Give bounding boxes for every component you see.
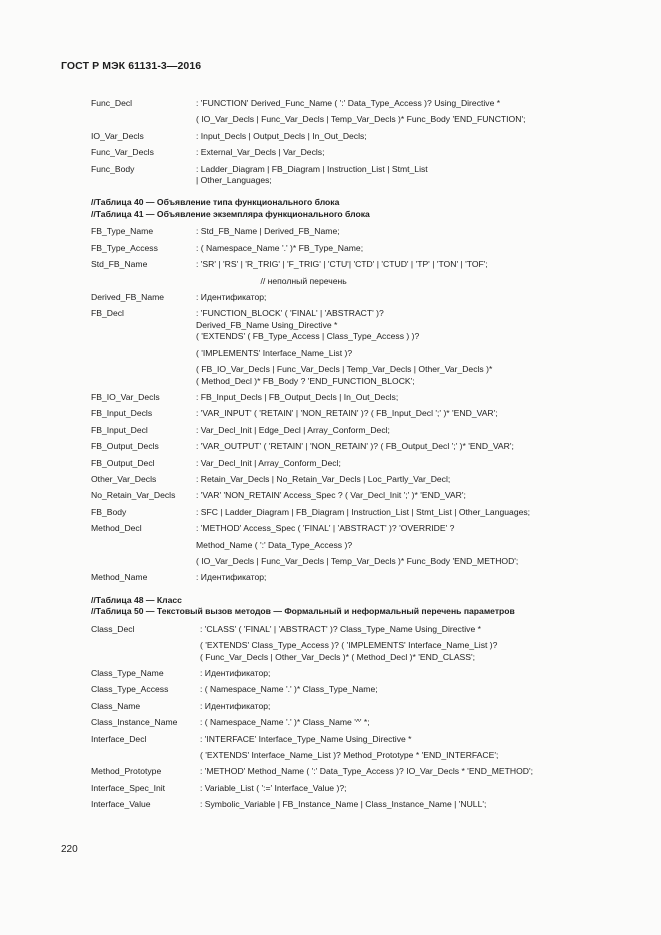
grammar-section [91, 595, 611, 811]
rule-name: Method_Prototype [91, 766, 162, 777]
grammar-rule [91, 164, 611, 187]
definition-line: : Идентификатор; [196, 572, 267, 583]
definition-line: ( 'IMPLEMENTS' Interface_Name_List )? [196, 347, 353, 358]
rule-name: IO_Var_Decls [91, 130, 144, 141]
rule-name: Derived_FB_Name [91, 292, 165, 303]
rule-name: FB_Type_Access [91, 242, 158, 253]
grammar-section [91, 197, 611, 583]
rule-definition [196, 131, 611, 142]
grammar-rule [91, 734, 611, 762]
rule-definition [196, 425, 611, 436]
definition-line: : ( Namespace_Name '.' )* Class_Name '^' *; [200, 717, 370, 728]
rule-definition [196, 523, 611, 567]
definition-line: : 'VAR_OUTPUT' ( 'RETAIN' | 'NON_RETAIN' )? ( FB_Output_Decl ';' )* 'END_VAR'; [196, 441, 514, 452]
table-reference: //Таблица 48 — Класс [91, 594, 182, 605]
grammar-section [91, 98, 611, 186]
definition-line: ( 'EXTENDS' Interface_Name_List )? Method_Prototype * 'END_INTERFACE'; [200, 750, 499, 761]
rule-name: Class_Name [91, 700, 141, 711]
grammar-rule [91, 624, 611, 663]
definition-line: : 'INTERFACE' Interface_Type_Name Using_Directive * [200, 733, 412, 744]
grammar-rule [91, 507, 611, 518]
rule-definition [200, 734, 611, 762]
rule-definition [196, 507, 611, 518]
rule-definition [196, 408, 611, 419]
rule-definition [196, 441, 611, 452]
rule-definition [200, 717, 611, 728]
grammar-content [91, 98, 611, 822]
definition-line: : ( Namespace_Name '.' )* Class_Type_Name; [200, 684, 378, 695]
rule-definition [200, 783, 611, 794]
grammar-rule [91, 783, 611, 794]
grammar-rule [91, 147, 611, 158]
rule-definition [196, 292, 611, 303]
definition-line: Method_Name ( ':' Data_Type_Access )? [196, 539, 353, 550]
definition-line: : 'FUNCTION_BLOCK' ( 'FINAL' | 'ABSTRACT' )? [196, 308, 384, 319]
rule-name: Interface_Spec_Init [91, 782, 166, 793]
grammar-rule [91, 717, 611, 728]
rule-name: FB_Decl [91, 308, 124, 319]
rule-definition [200, 668, 611, 679]
definition-line: : 'CLASS' ( 'FINAL' | 'ABSTRACT' )? Class_Type_Name Using_Directive * [200, 623, 481, 634]
rule-name: Func_Body [91, 163, 135, 174]
rule-definition [196, 147, 611, 158]
definition-line: ( 'EXTENDS' Class_Type_Access )? ( 'IMPLEMENTS' Interface_Name_List )? [200, 640, 498, 651]
rule-name: FB_Output_Decl [91, 457, 155, 468]
rule-name: Std_FB_Name [91, 259, 148, 270]
rule-name: FB_Body [91, 506, 127, 517]
rule-name: Method_Name [91, 572, 148, 583]
definition-line: // неполный перечень [196, 275, 347, 286]
rule-name: No_Retain_Var_Decls [91, 490, 176, 501]
grammar-rule [91, 259, 611, 287]
definition-line: ( FB_IO_Var_Decls | Func_Var_Decls | Temp_Var_Decls | Other_Var_Decls )* [196, 364, 493, 375]
rule-name: FB_Output_Decls [91, 441, 159, 452]
rule-definition [196, 259, 611, 287]
grammar-rule [91, 766, 611, 777]
definition-line: ( Method_Decl )* FB_Body ? 'END_FUNCTION_BLOCK'; [196, 375, 415, 386]
rule-definition [200, 684, 611, 695]
rule-name: FB_Input_Decls [91, 408, 153, 419]
rule-definition [196, 474, 611, 485]
definition-line: : Variable_List ( ':=' Interface_Value )?; [200, 782, 347, 793]
rule-definition [196, 98, 611, 126]
rule-name: Class_Type_Access [91, 684, 169, 695]
rule-definition [196, 243, 611, 254]
definition-line: : Input_Decls | Output_Decls | In_Out_Decls; [196, 130, 367, 141]
grammar-rule [91, 243, 611, 254]
grammar-rule [91, 474, 611, 485]
grammar-rule [91, 226, 611, 237]
rule-name: Class_Decl [91, 623, 135, 634]
rule-definition [196, 164, 611, 187]
definition-line: : 'METHOD' Method_Name ( ':' Data_Type_Access )? IO_Var_Decls * 'END_METHOD'; [200, 766, 534, 777]
definition-line: : Retain_Var_Decls | No_Retain_Var_Decls | Loc_Partly_Var_Decl; [196, 473, 451, 484]
definition-line: : Symbolic_Variable | FB_Instance_Name | Class_Instance_Name | 'NULL'; [200, 799, 487, 810]
grammar-rule [91, 441, 611, 452]
rule-name: Class_Instance_Name [91, 717, 178, 728]
definition-line: : External_Var_Decls | Var_Decls; [196, 147, 325, 158]
rule-name: Interface_Value [91, 799, 151, 810]
rule-name: Other_Var_Decls [91, 473, 157, 484]
page-number: 220 [61, 844, 78, 855]
rule-name: Func_Decl [91, 98, 133, 108]
rule-definition [196, 226, 611, 237]
rule-definition [196, 308, 611, 386]
definition-line: : 'METHOD' Access_Spec ( 'FINAL' | 'ABSTRACT' )? 'OVERRIDE' ? [196, 523, 455, 534]
grammar-rule [91, 131, 611, 142]
grammar-rule [91, 684, 611, 695]
section-header [91, 595, 611, 618]
definition-line: : 'FUNCTION' Derived_Func_Name ( ':' Data_Type_Access )? Using_Directive * [196, 98, 501, 108]
rule-definition [200, 624, 611, 663]
rule-name: FB_Input_Decl [91, 424, 148, 435]
grammar-rule [91, 408, 611, 419]
rule-name: Method_Decl [91, 523, 142, 534]
rule-definition [196, 490, 611, 501]
definition-line: ( 'EXTENDS' ( FB_Type_Access | Class_Type_Access ) )? [196, 331, 420, 342]
grammar-rule [91, 392, 611, 403]
rule-name: Class_Type_Name [91, 668, 164, 678]
grammar-rule [91, 458, 611, 469]
grammar-rule [91, 523, 611, 567]
definition-line: ( IO_Var_Decls | Func_Var_Decls | Temp_Var_Decls )* Func_Body 'END_FUNCTION'; [196, 114, 526, 125]
grammar-rule [91, 572, 611, 583]
rule-definition [200, 799, 611, 810]
definition-line: | Other_Languages; [196, 175, 272, 186]
definition-line: : Идентификатор; [200, 668, 271, 678]
grammar-rule [91, 668, 611, 679]
grammar-rule [91, 292, 611, 303]
grammar-rule [91, 98, 611, 126]
rule-definition [200, 766, 611, 777]
table-reference: //Таблица 40 — Объявление типа функционального блока [91, 197, 340, 208]
definition-line: : Var_Decl_Init | Array_Conform_Decl; [196, 457, 341, 468]
table-reference: //Таблица 41 — Объявление экземпляра функционального блока [91, 208, 370, 219]
definition-line: : 'VAR_INPUT' ( 'RETAIN' | 'NON_RETAIN' )? ( FB_Input_Decl ';' )* 'END_VAR'; [196, 408, 498, 419]
grammar-rule [91, 490, 611, 501]
rule-definition [200, 701, 611, 712]
rule-name: Func_Var_Decls [91, 147, 154, 158]
definition-line: : FB_Input_Decls | FB_Output_Decls | In_Out_Decls; [196, 391, 399, 402]
grammar-rule [91, 799, 611, 810]
definition-line: : Идентификатор; [196, 292, 267, 303]
rule-name: Interface_Decl [91, 733, 147, 744]
definition-line: : 'VAR' 'NON_RETAIN' Access_Spec ? ( Var_Decl_Init ';' )* 'END_VAR'; [196, 490, 466, 501]
definition-line: : Std_FB_Name | Derived_FB_Name; [196, 226, 340, 237]
definition-line: ( IO_Var_Decls | Func_Var_Decls | Temp_Var_Decls )* Func_Body 'END_METHOD'; [196, 555, 519, 566]
page-header: ГОСТ Р МЭК 61131-3—2016 [61, 60, 202, 72]
definition-line: : 'SR' | 'RS' | 'R_TRIG' | 'F_TRIG' | 'CTU'| 'CTD' | 'CTUD' | 'TP' | 'TON' | 'TOF'; [196, 259, 488, 270]
definition-line: : ( Namespace_Name '.' )* FB_Type_Name; [196, 242, 364, 253]
definition-line: : Идентификатор; [200, 700, 271, 711]
grammar-rule [91, 308, 611, 386]
section-header [91, 197, 611, 220]
definition-line: ( Func_Var_Decls | Other_Var_Decls )* ( Method_Decl )* 'END_CLASS'; [200, 651, 476, 662]
table-reference: //Таблица 50 — Текстовый вызов методов — Формальный и неформальный перечень параметров [91, 606, 515, 617]
definition-line: : Ladder_Diagram | FB_Diagram | Instruction_List | Stmt_List [196, 163, 428, 174]
grammar-rule [91, 425, 611, 436]
rule-definition [196, 392, 611, 403]
rule-name: FB_IO_Var_Decls [91, 391, 160, 402]
definition-line: : SFC | Ladder_Diagram | FB_Diagram | Instruction_List | Stmt_List | Other_Languages; [196, 506, 531, 517]
definition-line: Derived_FB_Name Using_Directive * [196, 319, 338, 330]
rule-definition [196, 572, 611, 583]
definition-line: : Var_Decl_Init | Edge_Decl | Array_Conform_Decl; [196, 424, 390, 435]
rule-definition [196, 458, 611, 469]
rule-name: FB_Type_Name [91, 226, 154, 237]
grammar-rule [91, 701, 611, 712]
